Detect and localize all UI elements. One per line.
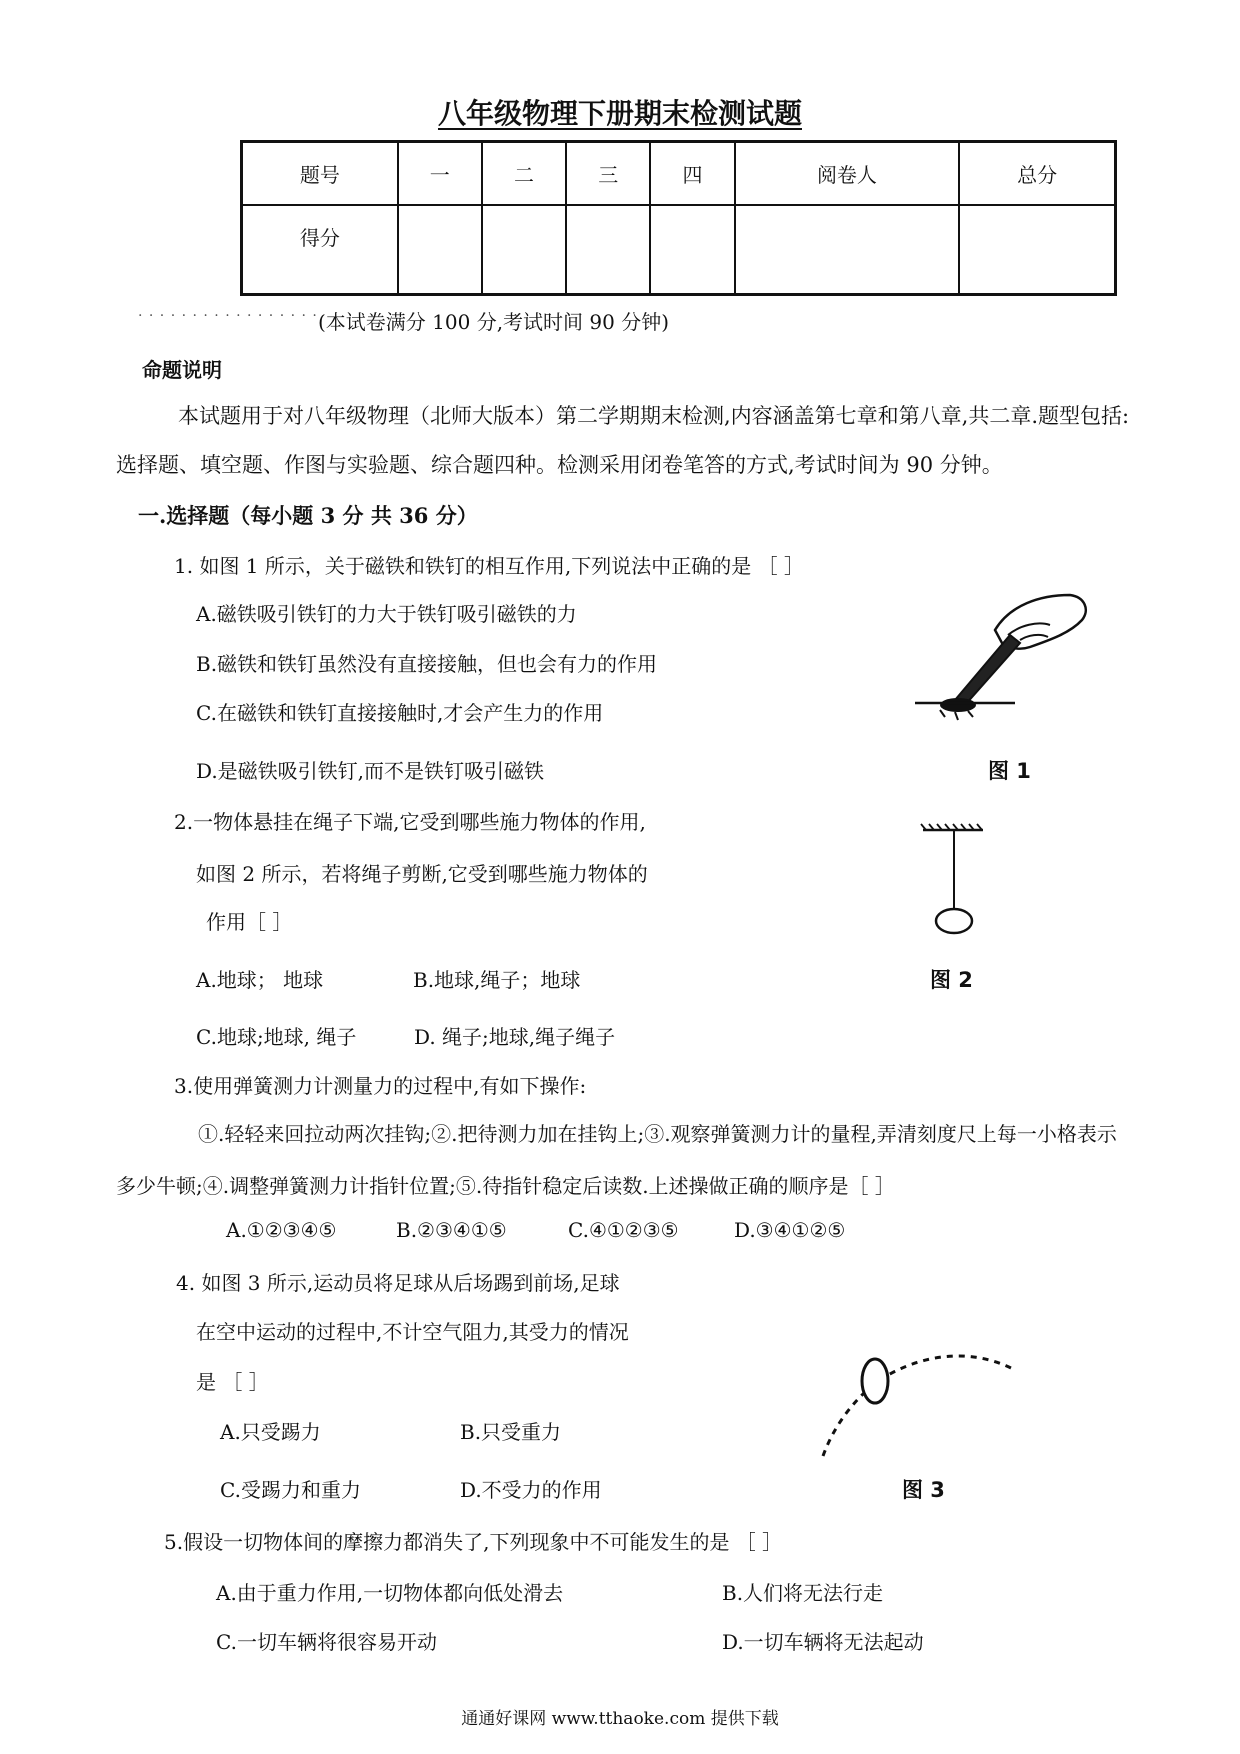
- score-cell: [398, 205, 482, 295]
- score-cell: [735, 205, 960, 295]
- q4-line3: 是 ［ ］: [196, 1370, 269, 1394]
- q3-option-d: D.③④①②⑤: [734, 1218, 846, 1242]
- score-table-header-cell: 一: [398, 142, 482, 206]
- q5-option-a: A.由于重力作用,一切物体都向低处滑去: [216, 1581, 564, 1605]
- score-table-score-row: [242, 205, 1116, 295]
- q2-line3: 作用［ ］: [206, 910, 293, 934]
- score-table-header-cell: 阅卷人: [735, 142, 960, 206]
- football-trajectory-figure: [815, 1328, 1015, 1468]
- score-table-header-cell: 题号: [242, 142, 398, 206]
- q2-option-a: A.地球； 地球: [196, 968, 324, 992]
- score-table: [240, 140, 1117, 296]
- figure-3-label: 图 3: [902, 1478, 945, 1502]
- q3-text: ①.轻轻来回拉动两次挂钩;②.把待测力加在挂钩上;③.观察弹簧测力计的量程,弄清刻度尺上每一小格表示多少牛顿;④.调整弹簧测力计指针位置;⑤.待指针稳定后读数.上述操做正确的顺序是［ ］: [116, 1122, 1117, 1198]
- q3-option-c: C.④①②③⑤: [568, 1218, 679, 1242]
- q2-option-c: C.地球;地球, 绳子: [196, 1025, 357, 1049]
- q5-option-c: C.一切车辆将很容易开动: [216, 1630, 437, 1654]
- q2-option-b: B.地球,绳子；地球: [413, 968, 581, 992]
- score-row-label: 得分: [242, 205, 398, 295]
- score-cell: [650, 205, 734, 295]
- q3-stem: 3.使用弹簧测力计测量力的过程中,有如下操作:: [174, 1074, 587, 1098]
- q5-option-d: D.一切车辆将无法起动: [722, 1630, 924, 1654]
- q1-option-d: D.是磁铁吸引铁钉,而不是铁钉吸引磁铁: [196, 759, 545, 783]
- q4-option-c: C.受踢力和重力: [220, 1478, 361, 1502]
- q5-stem: 5.假设一切物体间的摩擦力都消失了,下列现象中不可能发生的是 ［ ］: [164, 1530, 783, 1554]
- q2-option-d: D. 绳子;地球,绳子绳子: [414, 1025, 616, 1049]
- page-footer: 通通好课网 www.tthaoke.com 提供下载: [461, 1709, 779, 1729]
- q4-line1: 4. 如图 3 所示,运动员将足球从后场踢到前场,足球: [176, 1271, 620, 1295]
- magnet-nail-figure: [910, 585, 1095, 725]
- score-table-header-cell: 二: [482, 142, 566, 206]
- score-cell: [959, 205, 1115, 295]
- figure-2-label: 图 2: [930, 968, 973, 992]
- score-table-header-cell: 四: [650, 142, 734, 206]
- q2-line1: 2.一物体悬挂在绳子下端,它受到哪些施力物体的作用,: [174, 810, 646, 834]
- intro-text: 本试题用于对八年级物理（北师大版本）第二学期期末检测,内容涵盖第七章和第八章,共二章.题型包括:选择题、填空题、作图与实验题、综合题四种。检测采用闭卷笔答的方式,考试时间为 90 分钟。: [116, 404, 1130, 477]
- q1-option-c: C.在磁铁和铁钉直接接触时,才会产生力的作用: [196, 701, 604, 725]
- score-cell: [566, 205, 650, 295]
- score-table-header-cell: 三: [566, 142, 650, 206]
- score-table-header-cell: 总分: [959, 142, 1115, 206]
- figure-1-label: 图 1: [988, 759, 1031, 783]
- q4-option-a: A.只受踢力: [220, 1420, 321, 1444]
- dotted-leader: . . . . . . . . . . . . . . . . .: [138, 304, 318, 320]
- q4-option-b: B.只受重力: [460, 1420, 562, 1444]
- q3-option-b: B.②③④①⑤: [396, 1218, 507, 1242]
- q3-option-a: A.①②③④⑤: [226, 1218, 337, 1242]
- q4-option-d: D.不受力的作用: [460, 1478, 602, 1502]
- score-table-header-row: [242, 142, 1116, 206]
- q4-line2: 在空中运动的过程中,不计空气阻力,其受力的情况: [196, 1320, 629, 1344]
- q1-option-b: B.磁铁和铁钉虽然没有直接接触，但也会有力的作用: [196, 652, 658, 676]
- page-title: 八年级物理下册期末检测试题: [437, 97, 802, 130]
- section1-heading: 一.选择题（每小题 3 分 共 36 分）: [138, 503, 478, 528]
- q1-option-a: A.磁铁吸引铁钉的力大于铁钉吸引磁铁的力: [196, 602, 577, 626]
- hanging-object-figure: [918, 820, 988, 940]
- exam-note: (本试卷满分 100 分,考试时间 90 分钟): [318, 310, 670, 334]
- score-cell: [482, 205, 566, 295]
- q5-option-b: B.人们将无法行走: [722, 1581, 884, 1605]
- q2-line2: 如图 2 所示，若将绳子剪断,它受到哪些施力物体的: [196, 862, 648, 886]
- intro-heading: 命题说明: [142, 358, 222, 382]
- q1-stem: 1. 如图 1 所示，关于磁铁和铁钉的相互作用,下列说法中正确的是 ［ ］: [174, 554, 804, 578]
